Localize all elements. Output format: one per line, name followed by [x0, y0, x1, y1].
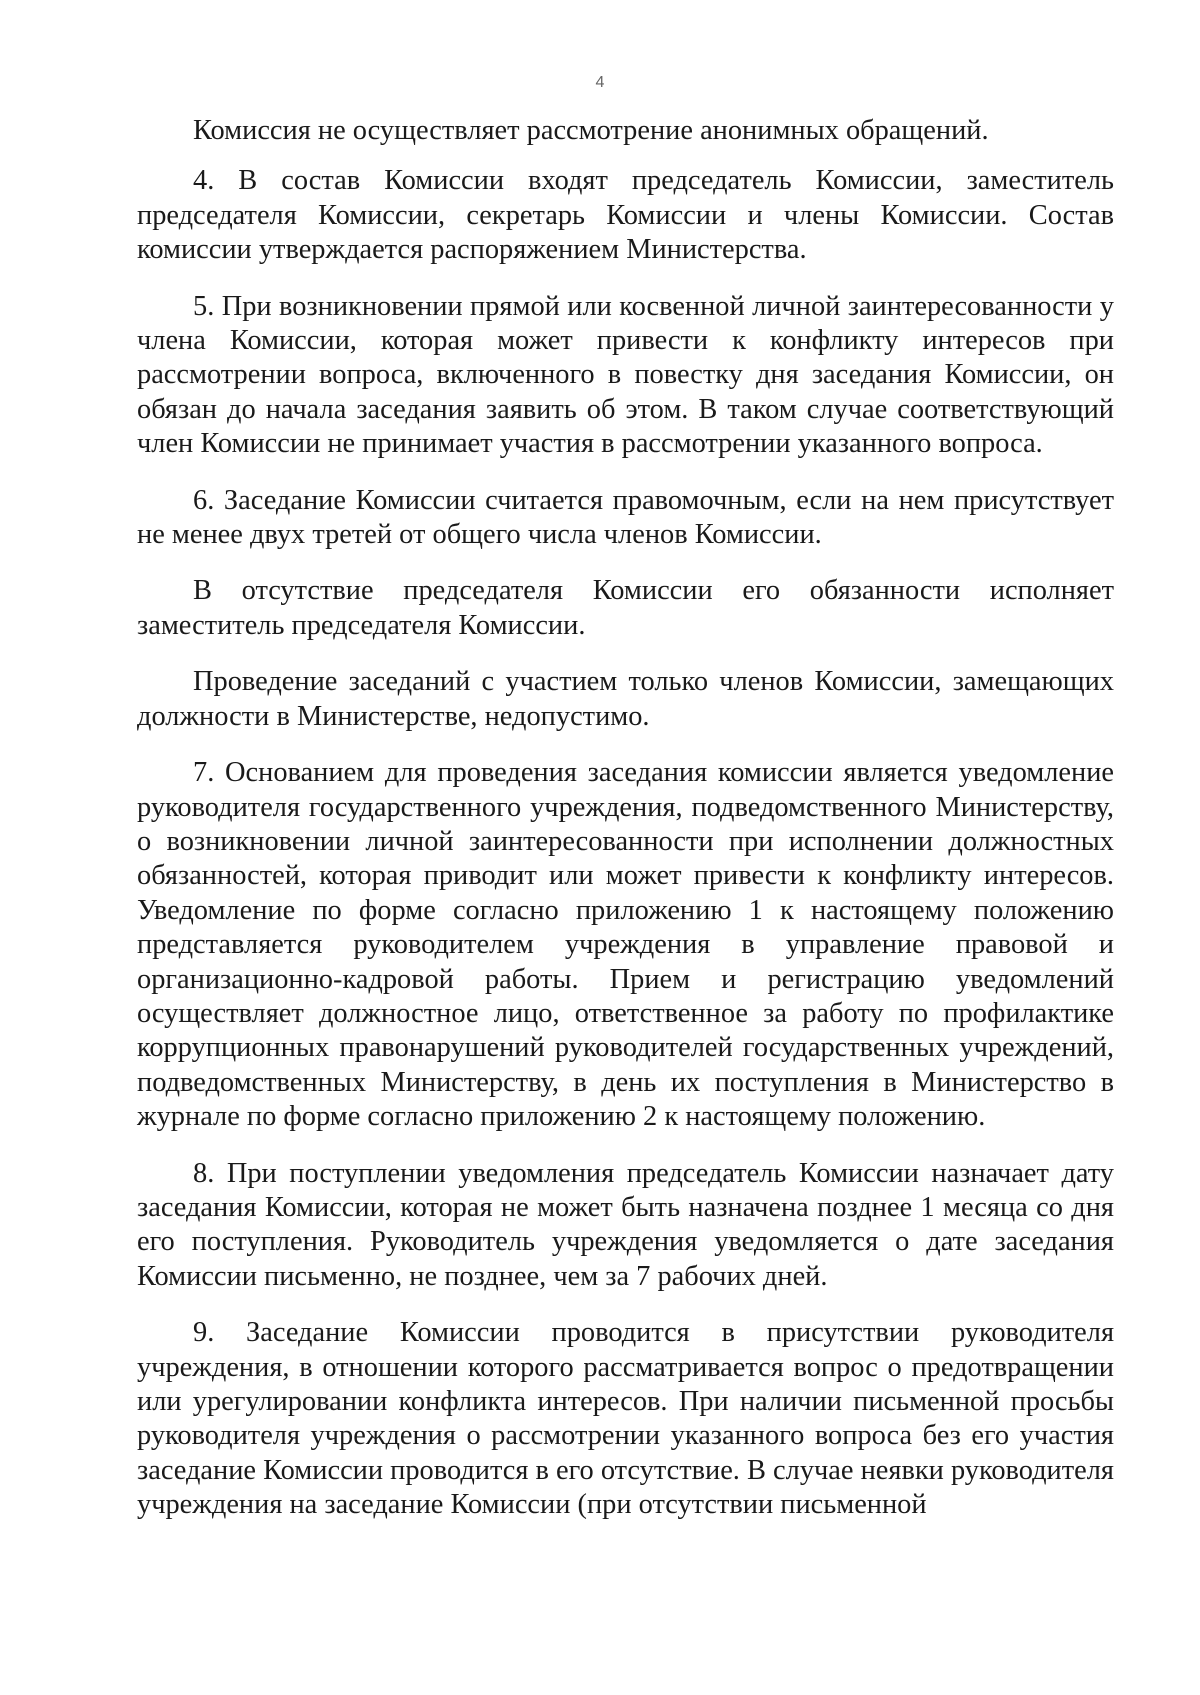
paragraph-anonymous-appeals: Комиссия не осуществляет рассмотрение анонимных обращений.	[193, 115, 989, 146]
paragraph-meeting-participants: Проведение заседаний с участием только членов Комиссии, замещающих должности в Министерстве, недопустимо.	[137, 666, 1114, 732]
paragraph-7-grounds: 7. Основанием для проведения заседания комиссии является уведомление руководителя государственного учреждения, подведомственного Министерству, о возникновении личной заинтересованности при исполнении должностных обязанностей, которая приводит или может привести к конфликту интересов. Уведомление по форме согласно приложению 1 к настоящему положению представляется руководителем учреждения в управление правовой и организационно-кадровой работы. Прием и регистрацию уведомлений осуществляет должностное лицо, ответственное за работу по профилактике коррупционных правонарушений руководителей государственных учреждений, подведомственных Министерству, в день их поступления в Министерство в журнале по форме согласно приложению 2 к настоящему положению.	[137, 757, 1114, 1133]
paragraph-9-attendance: 9. Заседание Комиссии проводится в присутствии руководителя учреждения, в отношении которого рассматривается вопрос о предотвращении или урегулировании конфликта интересов. При наличии письменной просьбы руководителя учреждения о рассмотрении указанного вопроса без его участия заседание Комиссии проводится в его отсутствие. В случае неявки руководителя учреждения на заседание Комиссии (при отсутствии письменной	[137, 1317, 1114, 1521]
paragraph-8-meeting-date: 8. При поступлении уведомления председатель Комиссии назначает дату заседания Комиссии, которая не может быть назначена позднее 1 месяца со дня его поступления. Руководитель учреждения уведомляется о дате заседания Комиссии письменно, не позднее, чем за 7 рабочих дней.	[137, 1157, 1114, 1292]
paragraph-4-composition: 4. В состав Комиссии входят председатель Комиссии, заместитель председателя Комиссии, секретарь Комиссии и члены Комиссии. Состав комиссии утверждается распоряжением Министерства.	[137, 165, 1114, 266]
paragraph-chairman-absence: В отсутствие председателя Комиссии его обязанности исполняет заместитель председателя Комиссии.	[137, 575, 1114, 641]
document-body	[137, 114, 1114, 1523]
page-number: 4	[595, 74, 605, 91]
paragraph-5-personal-interest: 5. При возникновении прямой или косвенной личной заинтересованности у члена Комиссии, которая может привести к конфликту интересов при рассмотрении вопроса, включенного в повестку дня заседания Комиссии, он обязан до начала заседания заявить об этом. В таком случае соответствующий член Комиссии не принимает участия в рассмотрении указанного вопроса.	[137, 290, 1114, 460]
paragraph-6-quorum: 6. Заседание Комиссии считается правомочным, если на нем присутствует не менее двух третей от общего числа членов Комиссии.	[137, 484, 1114, 551]
